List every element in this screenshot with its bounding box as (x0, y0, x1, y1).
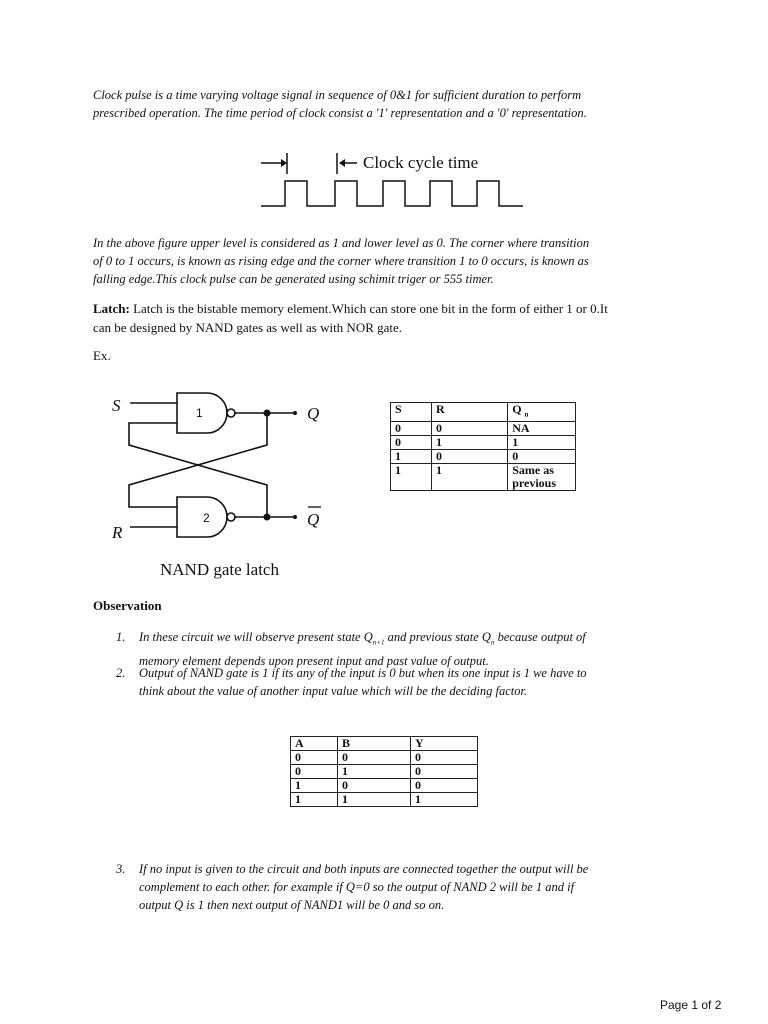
table-cell: NA (508, 422, 576, 436)
nand-gate-2-bubble (227, 513, 235, 521)
table-cell: 1 (291, 793, 338, 807)
header-y: Y (411, 737, 478, 751)
table-cell: 0 (431, 422, 507, 436)
page-number: Page 1 of 2 (660, 998, 722, 1012)
latch-definition: Latch is the bistable memory element.Which can store one bit in the form of either 1 or 0.It (129, 301, 608, 316)
feedback-qbar-to-gate1 (129, 423, 267, 517)
header-r: R (431, 403, 507, 422)
header-qn: Q $_n$ (508, 403, 576, 422)
circuit-caption: NAND gate latch (160, 560, 279, 579)
table-cell: 1 (431, 464, 507, 491)
gate-2-number: 2 (203, 511, 210, 525)
observation-item-3 (116, 860, 676, 914)
table-cell: 0 (411, 751, 478, 765)
nand-gate-1-bubble (227, 409, 235, 417)
table-cell: 0 (391, 436, 432, 450)
gate-1-number: 1 (196, 406, 203, 420)
header-b: B (338, 737, 411, 751)
table-row (291, 765, 478, 779)
junction-q (264, 410, 271, 417)
table-cell: 1 (291, 779, 338, 793)
nand-gate-2 (177, 497, 227, 537)
table-cell: 1 (431, 436, 507, 450)
table-row (291, 793, 478, 807)
table-cell: 0 (431, 450, 507, 464)
table-cell: 1 (338, 765, 411, 779)
table-row (291, 779, 478, 793)
edge-line-3: falling edge.This clock pulse can be generated using schimit triger or 555 timer. (93, 272, 494, 286)
item-1-line-2: memory element depends upon present input and past value of output. (139, 653, 489, 668)
table-row (291, 751, 478, 765)
item-2-line-2: think about the value of another input value which will be the deciding factor. (139, 684, 528, 698)
table-cell: 0 (338, 779, 411, 793)
edge-line-1: In the above figure upper level is considered as 1 and lower level as 0. The corner where transition (93, 236, 590, 250)
table-cell: 1 (391, 464, 432, 491)
item-3-line-3: output Q is 1 then next output of NAND1 will be 0 and so on. (139, 898, 445, 912)
label-s: S (112, 396, 121, 415)
table-cell: 1 (338, 793, 411, 807)
feedback-q-to-gate2 (129, 413, 267, 507)
item-3-number: 3. (116, 862, 126, 876)
table-cell: 1 (508, 436, 576, 450)
header-s: S (391, 403, 432, 422)
table-header-row (391, 403, 576, 422)
label-qbar: Q (307, 510, 320, 529)
table-cell: 0 (508, 450, 576, 464)
intro-line-2: prescribed operation. The time period of clock consist a '1' representation and a '0' representation. (93, 106, 587, 120)
observation-heading: Observation (93, 598, 162, 613)
nand-truth-table (290, 736, 478, 807)
latch-paragraph (93, 299, 608, 337)
observation-item-2 (116, 664, 676, 700)
table-cell: 0 (411, 779, 478, 793)
item-1-number: 1. (116, 630, 126, 644)
clock-waveform-figure (255, 148, 535, 223)
clock-cycle-label: Clock cycle time (363, 153, 479, 172)
latch-term: Latch: (93, 301, 130, 316)
header-a: A (291, 737, 338, 751)
item-2-line-1: Output of NAND gate is 1 if its any of the input is 0 but when its one input is 1 we have to (139, 666, 587, 680)
table-cell: 0 (291, 765, 338, 779)
latch-truth-table (390, 402, 576, 491)
table-cell: 1 (411, 793, 478, 807)
table-row (391, 450, 576, 464)
table-cell: 1 (391, 450, 432, 464)
table-cell: 0 (338, 751, 411, 765)
table-cell: 0 (411, 765, 478, 779)
clock-square-wave (261, 181, 523, 206)
item-3-line-2: complement to each other. for example if Q=0 so the output of NAND 2 will be 1 and if (139, 880, 575, 894)
table-header-row (291, 737, 478, 751)
item-1-line-1: In these circuit we will observe present state $Q_{n+1}$ and previous state $Q_n$ because output of (139, 630, 586, 647)
table-cell: 0 (391, 422, 432, 436)
table-cell: Same as previous (508, 464, 576, 491)
latch-line-2: can be designed by NAND gates as well as with NOR gate. (93, 320, 403, 335)
table-cell: 0 (291, 751, 338, 765)
intro-paragraph (93, 86, 587, 122)
table-row (391, 422, 576, 436)
nand-latch-circuit (95, 385, 355, 595)
label-q: Q (307, 404, 320, 423)
intro-line-1: Clock pulse is a time varying voltage signal in sequence of 0&1 for sufficient duration to perform (93, 88, 582, 102)
table-row (391, 436, 576, 450)
junction-qbar (264, 514, 271, 521)
edge-line-2: of 0 to 1 occurs, is known as rising edge and the corner where transition 1 to 0 occurs, is known as (93, 254, 589, 268)
example-label: Ex. (93, 348, 111, 363)
item-2-number: 2. (116, 666, 126, 680)
latch-line-1 (93, 299, 608, 318)
table-row (391, 464, 576, 491)
label-r: R (112, 523, 123, 542)
edge-paragraph (93, 234, 589, 288)
item-3-line-1: If no input is given to the circuit and both inputs are connected together the output will be (139, 862, 589, 876)
